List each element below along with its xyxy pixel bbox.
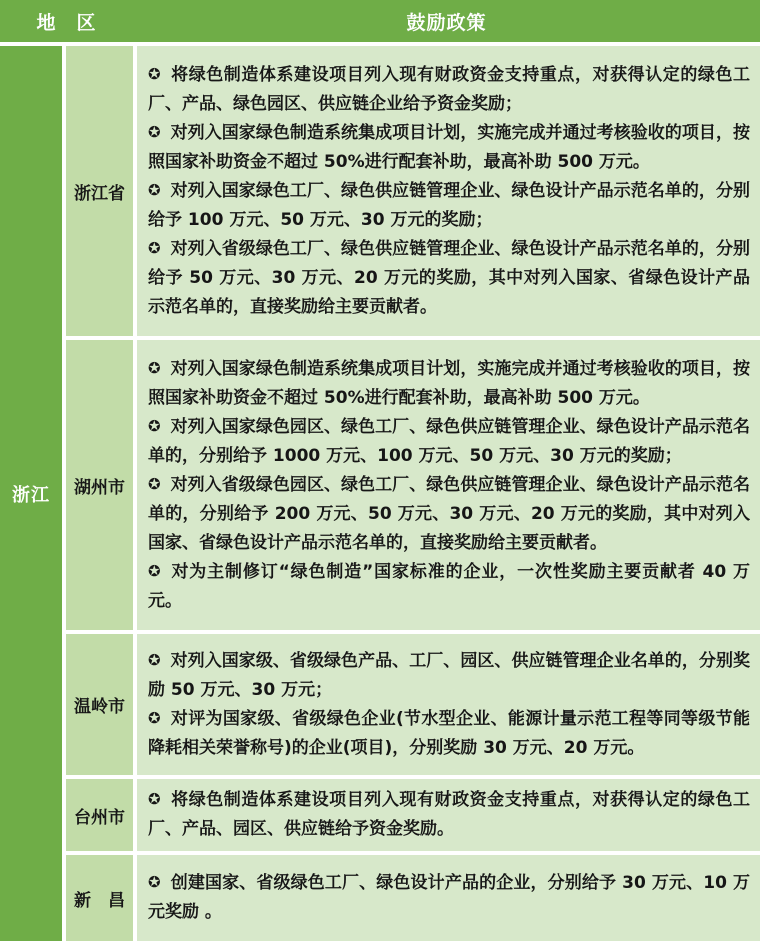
- star-bullet-icon: ✪: [148, 561, 161, 580]
- policy-cell: [137, 779, 760, 851]
- city-cell: 新 昌: [66, 855, 133, 941]
- policy-cell: [137, 634, 760, 775]
- policy-cell: [137, 855, 760, 941]
- policy-text: 对为主制修订“绿色制造”国家标准的企业，一次性奖励主要贡献者 40 万元。: [148, 561, 750, 611]
- star-bullet-icon: ✪: [148, 650, 161, 669]
- policy-text: 对列入国家绿色工厂、绿色供应链管理企业、绿色设计产品示范名单的，分别给予 100 万元、50 万元、30 万元的奖励；: [148, 180, 750, 230]
- policy-text: 对列入国家绿色制造系统集成项目计划，实施完成并通过考核验收的项目，按照国家补助资金不超过 50%进行配套补助，最高补助 500 万元。: [148, 122, 750, 172]
- star-bullet-icon: ✪: [148, 474, 161, 493]
- policy-item: [148, 471, 750, 558]
- policy-text: 对列入省级绿色工厂、绿色供应链管理企业、绿色设计产品示范名单的，分别给予 50 万元、30 万元、20 万元的奖励，其中对列入国家、省绿色设计产品示范名单的，直接奖励给主要贡献者。: [148, 238, 750, 317]
- star-bullet-icon: ✪: [148, 790, 161, 808]
- city-cell: 湖州市: [66, 340, 133, 630]
- policy-text: 对列入省级绿色园区、绿色工厂、绿色供应链管理企业、绿色设计产品示范名单的，分别给予 200 万元、50 万元、30 万元、20 万元的奖励，其中对列入国家、省绿色设计产品示范名单的，直接奖励给主要贡献者。: [148, 474, 750, 553]
- policy-item: [148, 869, 750, 927]
- policy-text: 将绿色制造体系建设项目列入现有财政资金支持重点，对获得认定的绿色工厂、产品、绿色园区、供应链企业给予资金奖励；: [148, 64, 750, 114]
- policy-item: [148, 647, 750, 705]
- star-bullet-icon: ✪: [148, 238, 161, 257]
- policy-item: [148, 705, 750, 763]
- policy-text: 将绿色制造体系建设项目列入现有财政资金支持重点，对获得认定的绿色工厂、产品、园区、供应链给予资金奖励。: [148, 790, 750, 839]
- star-bullet-icon: ✪: [148, 708, 161, 727]
- policy-text: 创建国家、省级绿色工厂、绿色设计产品的企业，分别给予 30 万元、10 万元奖励 。: [148, 873, 750, 922]
- policy-item: [148, 413, 750, 471]
- policy-text: 对评为国家级、省级绿色企业(节水型企业、能源计量示范工程等同等级节能降耗相关荣誉称号)的企业(项目)，分别奖励 30 万元、20 万元。: [148, 708, 750, 758]
- policy-text: 对列入国家级、省级绿色产品、工厂、园区、供应链管理企业名单的，分别奖励 50 万元、30 万元；: [148, 650, 750, 700]
- policy-item: [148, 119, 750, 177]
- policy-text: 对列入国家绿色园区、绿色工厂、绿色供应链管理企业、绿色设计产品示范名单的，分别给予 1000 万元、100 万元、50 万元、30 万元的奖励；: [148, 416, 750, 466]
- header-policy-label: 鼓励政策: [406, 11, 487, 34]
- star-bullet-icon: ✪: [148, 358, 161, 377]
- star-bullet-icon: ✪: [148, 122, 161, 141]
- star-bullet-icon: ✪: [148, 416, 161, 435]
- policy-item: [148, 786, 750, 844]
- header-region-label: 地 区: [36, 11, 97, 34]
- city-cell: 温岭市: [66, 634, 133, 775]
- policy-cell: [137, 340, 760, 630]
- policy-item: [148, 558, 750, 616]
- policy-item: [148, 177, 750, 235]
- star-bullet-icon: ✪: [148, 180, 161, 199]
- policy-text: 对列入国家绿色制造系统集成项目计划，实施完成并通过考核验收的项目，按照国家补助资金不超过 50%进行配套补助，最高补助 500 万元。: [148, 358, 750, 408]
- city-cell: 台州市: [66, 779, 133, 851]
- policy-cell: [137, 46, 760, 336]
- city-cell: 浙江省: [66, 46, 133, 336]
- star-bullet-icon: ✪: [148, 873, 161, 891]
- table-header-row: [0, 0, 760, 42]
- policy-item: [148, 235, 750, 322]
- star-bullet-icon: ✪: [148, 64, 161, 83]
- policy-item: [148, 355, 750, 413]
- policy-item: [148, 61, 750, 119]
- province-cell-zhejiang: 浙江: [0, 46, 62, 941]
